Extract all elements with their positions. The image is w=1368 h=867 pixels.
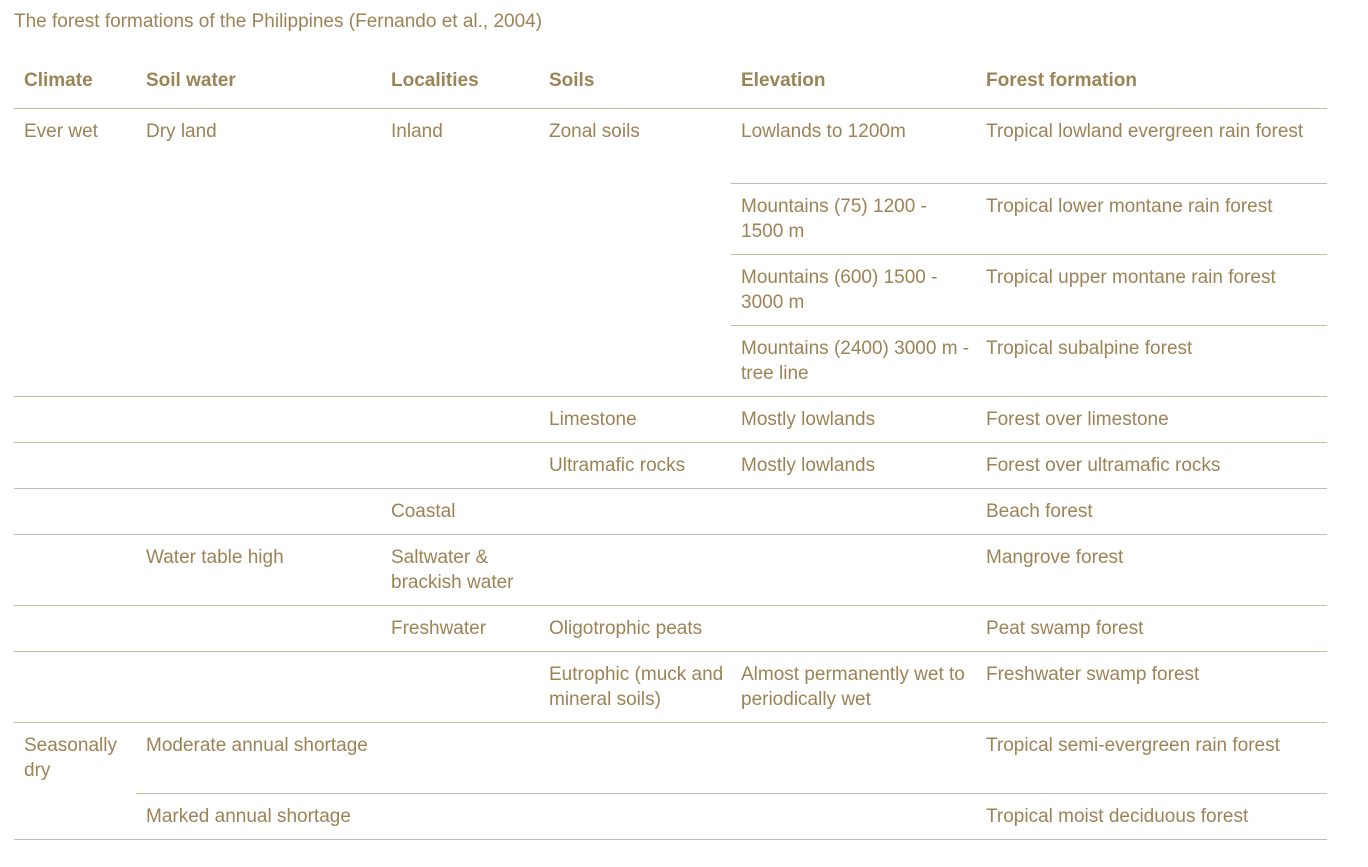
header-soil-water: Soil water [136,60,381,108]
header-soils: Soils [539,60,731,108]
table-row [14,442,1327,488]
cell-elevation [731,488,976,534]
cell-localities [381,722,539,793]
cell-forest-formation: Tropical subalpine forest [976,325,1327,396]
cell-climate [14,442,136,488]
cell-localities [381,442,539,488]
forest-formations-table [14,60,1327,840]
cell-climate [14,488,136,534]
cell-elevation: Mountains (600) 1500 - 3000 m [731,254,976,325]
header-row [14,60,1327,108]
table-row [14,325,1327,396]
cell-soils [539,183,731,254]
table-row [14,108,1327,183]
cell-soil-water: Marked annual shortage [136,793,381,839]
cell-soil-water: Water table high [136,534,381,605]
cell-soil-water [136,488,381,534]
cell-climate [14,651,136,722]
header-elevation: Elevation [731,60,976,108]
cell-forest-formation: Forest over limestone [976,396,1327,442]
cell-localities: Freshwater [381,605,539,651]
cell-forest-formation: Tropical upper montane rain forest [976,254,1327,325]
cell-soil-water [136,605,381,651]
table-row [14,534,1327,605]
table-row [14,396,1327,442]
cell-soils [539,722,731,793]
cell-forest-formation: Tropical moist deciduous forest [976,793,1327,839]
cell-localities: Coastal [381,488,539,534]
cell-elevation: Mountains (2400) 3000 m - tree line [731,325,976,396]
cell-forest-formation: Tropical semi-evergreen rain forest [976,722,1327,793]
cell-climate [14,325,136,396]
header-climate: Climate [14,60,136,108]
cell-elevation: Mostly lowlands [731,396,976,442]
cell-climate [14,605,136,651]
cell-elevation: Mountains (75) 1200 - 1500 m [731,183,976,254]
cell-elevation: Almost permanently wet to periodically wet [731,651,976,722]
table-row [14,254,1327,325]
cell-climate [14,183,136,254]
cell-soil-water [136,183,381,254]
table-row [14,488,1327,534]
cell-localities [381,396,539,442]
table-row [14,722,1327,793]
cell-localities [381,651,539,722]
cell-soils: Eutrophic (muck and mineral soils) [539,651,731,722]
cell-soils [539,254,731,325]
cell-climate [14,534,136,605]
cell-soil-water [136,651,381,722]
cell-localities [381,325,539,396]
cell-soils: Oligotrophic peats [539,605,731,651]
cell-climate [14,396,136,442]
cell-elevation: Mostly lowlands [731,442,976,488]
cell-forest-formation: Tropical lower montane rain forest [976,183,1327,254]
header-localities: Localities [381,60,539,108]
cell-elevation [731,534,976,605]
table-caption: The forest formations of the Philippines (Fernando et al., 2004) [14,11,543,32]
cell-soils [539,488,731,534]
cell-localities [381,793,539,839]
cell-localities [381,183,539,254]
cell-soil-water [136,254,381,325]
cell-climate: Seasonally dry [24,734,117,781]
cell-forest-formation: Freshwater swamp forest [976,651,1327,722]
table-row [14,793,1327,839]
table-row [14,183,1327,254]
cell-localities: Inland [391,120,443,142]
cell-climate [14,254,136,325]
cell-soil-water [136,396,381,442]
cell-climate [14,793,136,839]
table-row [14,651,1327,722]
cell-climate: Ever wet [24,120,98,142]
cell-forest-formation: Peat swamp forest [976,605,1327,651]
cell-forest-formation: Tropical lowland evergreen rain forest [976,108,1327,183]
header-forest-formation: Forest formation [976,60,1327,108]
cell-soils: Ultramafic rocks [539,442,731,488]
cell-forest-formation: Forest over ultramafic rocks [976,442,1327,488]
cell-soils: Zonal soils [549,120,640,142]
cell-elevation [731,722,976,793]
cell-elevation: Lowlands to 1200m [731,108,976,183]
cell-soils [539,325,731,396]
cell-localities [381,254,539,325]
cell-forest-formation: Beach forest [976,488,1327,534]
cell-elevation [731,793,976,839]
cell-elevation [731,605,976,651]
cell-soils [539,534,731,605]
cell-soil-water: Moderate annual shortage [136,722,381,793]
cell-soils [539,793,731,839]
cell-soil-water [136,442,381,488]
cell-soil-water [136,325,381,396]
cell-forest-formation: Mangrove forest [976,534,1327,605]
cell-soils: Limestone [539,396,731,442]
cell-localities: Saltwater & brackish water [381,534,539,605]
table-row [14,605,1327,651]
cell-soil-water: Dry land [146,120,217,142]
